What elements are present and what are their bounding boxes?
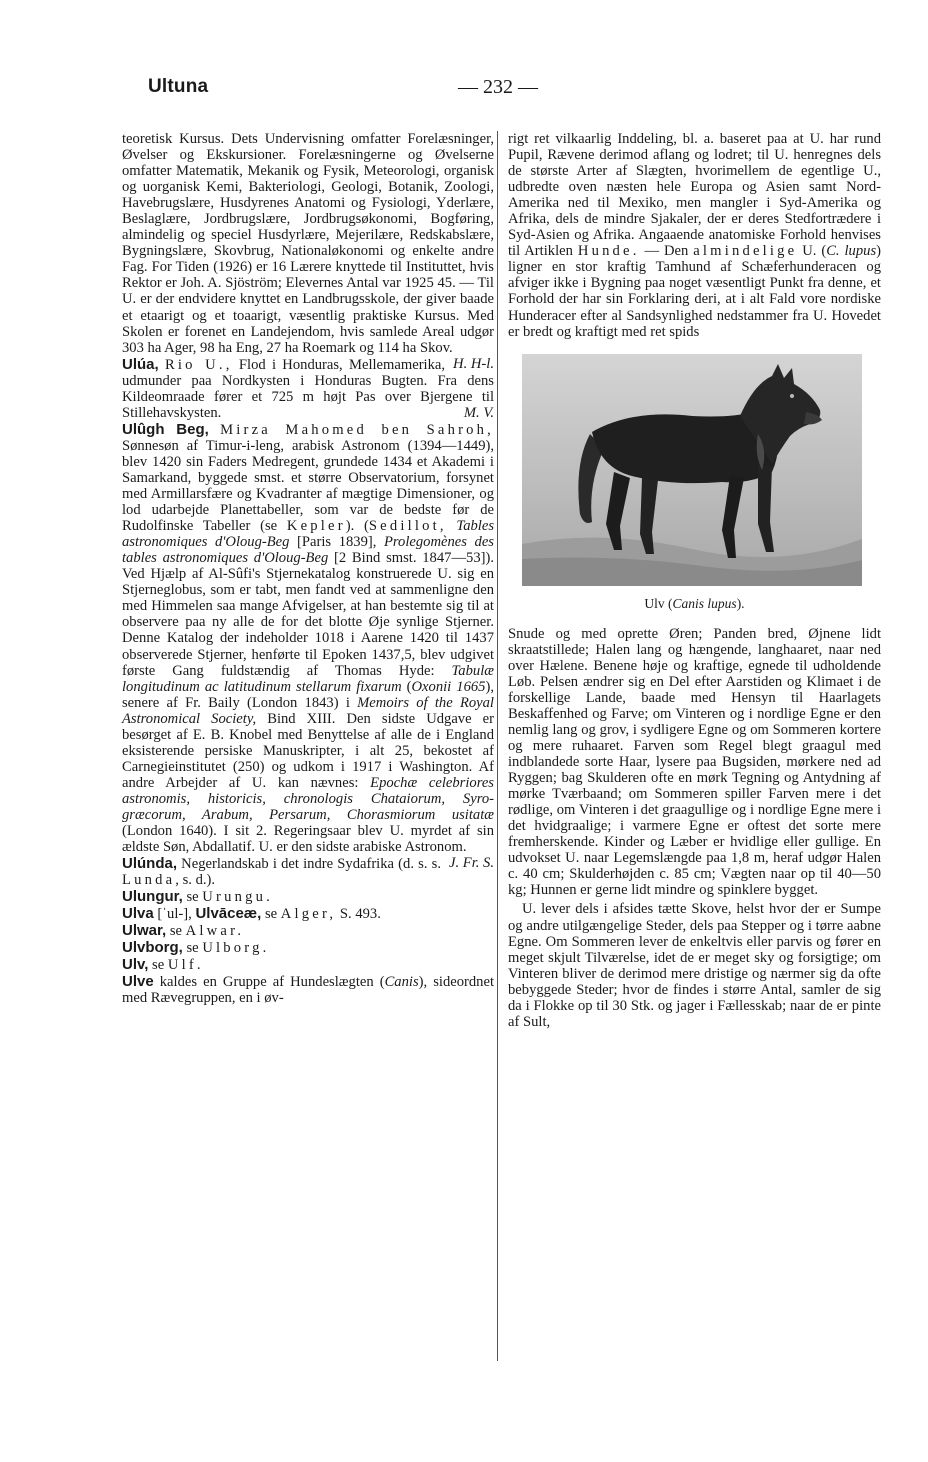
entry-ulva [122, 906, 494, 922]
entry-text: se [166, 923, 186, 940]
cross-ref: Ulborg. [202, 940, 270, 957]
cross-ref: Hunde. [577, 243, 640, 260]
entry-text: (London 1640). I sit 2. Regeringsaar blev U. myrdet af sin ældste Søn, Abdallatif. U. er den sidste arabiske Astronom. [122, 823, 494, 856]
headword: Ulvāceæ, [195, 905, 262, 923]
entry-ulve [122, 974, 494, 1006]
cross-ref: Alger, [280, 906, 337, 923]
page-number: — 232 — [458, 76, 538, 98]
signature: J. Fr. S. [449, 855, 494, 872]
right-column [508, 131, 881, 1030]
entry-text: ), senere af Fr. Baily (London 1843) i [122, 678, 494, 711]
entry-text: teoretisk Kursus. Dets Undervisning omfatter Forelæsninger, Øvelser og Ekskursioner. Forelæsningerne og Øvelserne omfatter Matematik, Mekanik og Fysik, Meteorologi, organisk og uorganisk Kemi, Bakteriologi, Geologi, Botanik, Zoologi, Havebrugslære, Husdyrenes Anatomi og Fysiologi, Yderlære, Beslaglære, Jordbrugslære, Jordbrugsøkonomi, Bogføring, almindelig og speciel Husdyrlære, Mejerilære, Redskabslære, Bygningslære, Skovbrug, Nationaløkonomi og enkelte andre Fag. For Tiden (1926) er 16 Lærere knyttede til Instituttet, hvis Rektor er Joh. A. Sjöström; Elevernes Antal var 1925 45. — Til U. er der endvidere knyttet en Landbrugsskole, der giver baade et etaarigt og et toaarigt, væsentlig praktiske Kursus. Med Skolen er forenet en Landejendom, hvis samlede Areal udgør 303 ha Ager, 98 ha Eng, 27 ha Roemark og 114 ha Skov. [122, 131, 494, 356]
entry-text: Snude og med oprette Øren; Panden bred, Øjnene lidt skraatstillede; Halen lang og hængende, langhaaret, naar ned over Hælene. Benene høje og kraftige, egnede til udholdende Løb. Pelsen ændrer sig en Del efter Aarstiden og Klimaet i de forskellige Lande, baade med Hensyn til Haarlagets Beskaffenhed og Farve; om Vinteren og i nordlige Egne er den nemlig lang og grov, i sydligere Egne og om Sommeren kortere og mere ruhaaret. Farven som Regel blegt graagul med indblandede sorte Haar, lysere paa Bugsiden, mørkere ned ad Ryggen; bag Skulderen ofte en mørk Tegning og Antydning af mørke Tværbaand; om Sommeren spiller Farven mere i det rødlige, om Vinteren i det graagullige og i nordlige Egne mere i det hvidgraalige; i varmere Egne er oftest det sorte mere fremherskende. Kinder og Læber er hvidlige eller gullige. En udvokset U. naar Legemslængde paa 1,8 m, heraf udgør Halen c. 40 cm; Skulderhøjden c. 85 cm; Vægten naar op til 40—50 kg; Hunnen er gerne lidt mindre og spinklere bygget. [508, 625, 881, 899]
entry-ulwar [122, 923, 494, 939]
signature: M. V. [463, 404, 494, 421]
entry-text: rigt ret vilkaarlig Inddeling, bl. a. baseret paa at U. har rund Pupil, Rævene derimod aflang og lodret; til U. henregnes dels de største Arter af Slægten, hvorimellem de egentlige U., udbredte oven næsten hele Europa og Asien samt Nord-Amerika ned til Mexiko, men mangler i Syd-Amerika og Afrika, dels de mindre Sjakaler, der er deres Stedfortrædere i Syd-Asien og Afrika. Angaaende anatomiske Forhold henvises til Artiklen [508, 131, 881, 260]
entry-text: U. ( [797, 243, 827, 260]
headword: Ulva [122, 905, 154, 923]
caption-text: Ulv ( [644, 595, 673, 611]
cross-ref: Kepler [286, 518, 346, 535]
entry-ulunda [122, 856, 494, 888]
entry-text: se [261, 906, 281, 923]
entry-text: Bind XIII. Den sidste Udgave er besørget af E. B. Knobel med Benyttelse af alle de i England eksisterende persiske Manuskripter, i alt 25, bekostet af Carnegieinstitutet (250) og udkom i 1917 i Washington. Af andre Arbejder af U. kan nævnes: [122, 710, 494, 791]
cross-ref: Lunda [122, 872, 176, 889]
entry-text: ). ( [345, 518, 369, 535]
entry-ulvborg [122, 940, 494, 956]
paragraph-ulve-continuation [508, 131, 881, 340]
paragraph-description [508, 626, 881, 899]
column-divider [497, 131, 498, 1361]
page-header [148, 76, 848, 106]
headword: Ulvborg, [122, 939, 183, 957]
left-column [122, 131, 494, 1007]
italic-title: Epochæ celebriores astronomis, historicis, chronologis Chataiorum, Syro-græcorum, Arabum, Persarum, Chorasmiorum usitatæ [122, 774, 494, 823]
cross-ref: Urungu. [202, 889, 273, 906]
entry-text: Flod i Honduras, Mellemamerika, udmunder paa Nordkysten i Honduras Bugten. Fra dens Kildeomraade fører et 725 m højt Pas over Bjergene til Stillehavskysten. [122, 356, 494, 421]
spaced-text: Mirza Mahomed ben Sahroh, [220, 421, 494, 438]
entry-text: , s. d.). [175, 872, 216, 889]
entry-text: kaldes en Gruppe af Hundeslægten ( [153, 974, 385, 991]
cross-ref: Ulf. [167, 957, 204, 974]
entry-text: se [148, 957, 168, 974]
paragraph-habitat [508, 901, 881, 1029]
caption-italic: Canis lupus [672, 595, 737, 611]
entry-text: Negerlandskab i det indre Sydafrika (d. s. s. [177, 856, 441, 873]
entry-text: S. 493. [336, 906, 381, 923]
italic-title: Tabulæ longitudinum ac latitudinum stellarum fixarum [122, 662, 494, 695]
entry-text: Sønnesøn af Timur-i-leng, arabisk Astronom (1394—1449), blev 1420 sin Faders Medregent, grundede 1434 et Akademi i Samarkand, byggede smst. et større Observatorium, forsynet med Armillarsfære og Kvadranter af mægtige Dimensioner, og lod udarbejde Planettabeller, som var de bedste før de Rudolfinske Tabeller (se [122, 437, 494, 535]
italic-title: Tables astronomiques d'Oloug-Beg [122, 518, 494, 551]
running-head: Ultuna [148, 76, 209, 97]
entry-ulv [122, 957, 494, 973]
italic-title: C. lupus [826, 243, 877, 260]
entry-text: [Paris 1839], [289, 534, 384, 551]
entry-text: se [182, 940, 203, 957]
entry-text: U. lever dels i afsides tætte Skove, helst hvor der er Sumpe og andre utilgængelige Steder, dels paa Stepper og i tørre aabne Egne. Om Sommeren lever de enkeltvis eller parvis og fører en meget skjult Tilværelse, idet de er meget sky og forsigtige; om Vinteren bliver de derimod mere dristige og nærmer sig da ofte bebyggede Steder; hvor de findes i større Antal, samler de sig da i Flokke op til 30 Stk. og jager i Fællesskab; naar de er pinte af Sult, [508, 901, 881, 1030]
figure-caption [508, 596, 881, 612]
entry-ulungur [122, 889, 494, 905]
wolf-photo-image [522, 354, 862, 586]
entry-text: [ˈul-], [153, 906, 196, 923]
italic-title: Canis [384, 974, 419, 991]
headword: Ulungur, [122, 888, 183, 906]
headword: Ulúa, [122, 355, 159, 373]
entry-text: ) ligner en stor kraftig Tamhund af Schæferhunderacen og afviger ikke i Bygning paa noget væsentligt Punkt fra denne, et Forhold der har sin Forklaring deri, at i alt Fald vore nordiske Hunderacer efter al Sandsynlighed nedstammer fra U. Hovedet er bredt og kraftigt med ret spids [508, 243, 881, 340]
caption-text: ). [736, 595, 745, 611]
entry-text: [2 Bind smst. 1847—53]). Ved Hjælp af Al-Sûfi's Stjernekatalog konstruerede U. sig en Stjerneglobus, som er tabt, men fandt ved at sammenligne den med Himmelen saa mange Afvigelser, at han bestemte sig til at observere paa ny alle de for det blotte Øje synlige Stjerner. Denne Katalog der indeholder 1018 i Aarene 1420 til 1437 observerede Stjerner, henførte til Epoken 1437,5, blev udgivet første Gang fuldstændig af Thomas Hyde: [122, 550, 494, 679]
entry-text: se [182, 889, 203, 906]
headword: Ulûgh Beg, [122, 420, 209, 438]
italic-title: Prolegomènes des tables astronomiques d'Oloug-Beg [122, 534, 494, 567]
spaced-text: almindelige [693, 243, 798, 260]
spaced-text: Rio U., [164, 356, 233, 373]
headword: Ulwar, [122, 922, 167, 940]
headword: Ulúnda, [122, 855, 177, 873]
headword: Ulv, [122, 956, 149, 974]
spaced-text: Sedillot, [368, 518, 447, 535]
italic-title: Oxonii 1665 [411, 678, 486, 695]
signature: H. H-l. [453, 355, 494, 372]
entry-text: — Den [639, 243, 694, 260]
entry-text: ), sideordnet med Rævegruppen, en i øv- [122, 974, 494, 1007]
entry-text: ( [401, 678, 412, 695]
headword: Ulve [122, 973, 154, 991]
wolf-illustration [522, 354, 862, 586]
entry-ulua [122, 357, 494, 421]
cross-ref: Alwar. [185, 923, 245, 940]
italic-title: Memoirs of the Royal Astronomical Society, [122, 694, 494, 727]
